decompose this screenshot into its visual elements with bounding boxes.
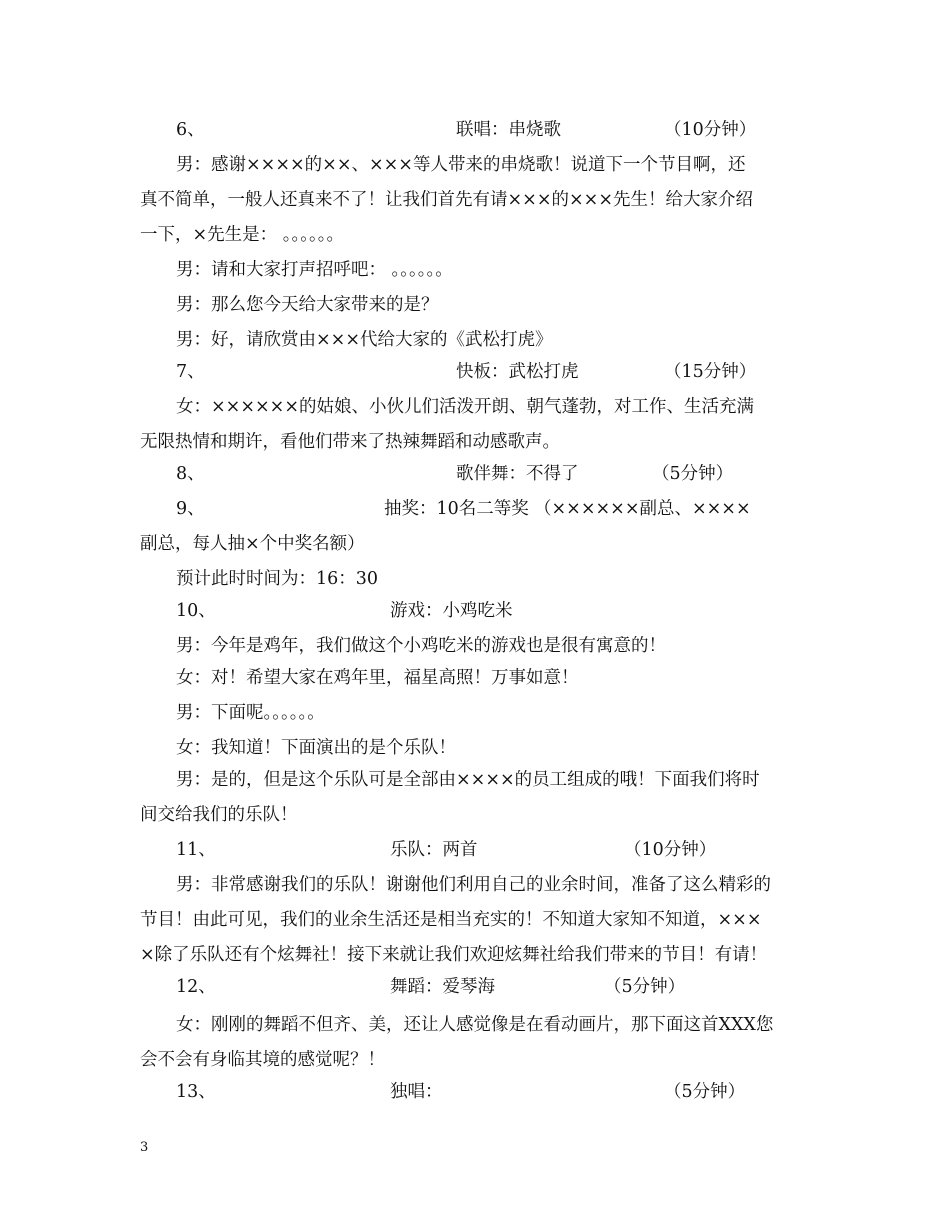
paragraph-line: 男：非常感谢我们的乐队！谢谢他们利用自己的业余时间，准备了这么精彩的 bbox=[176, 875, 771, 895]
item-label: 联唱：串烧歌 bbox=[456, 120, 561, 140]
item-duration: （10分钟） bbox=[664, 120, 757, 140]
paragraph-line: 节目！由此可见，我们的业余生活还是相当充实的！不知道大家知不知道，××× bbox=[140, 910, 762, 930]
item-number: 11、 bbox=[176, 840, 216, 860]
item-number: 6、 bbox=[176, 120, 205, 140]
item-note: （××××××副总、×××× bbox=[534, 499, 751, 519]
item-number: 7、 bbox=[176, 362, 205, 382]
paragraph-line: 真不简单，一般人还真来不了！让我们首先有请×××的×××先生！给大家介绍 bbox=[140, 190, 753, 210]
item-duration: （15分钟） bbox=[664, 362, 757, 382]
paragraph-line: 男：请和大家打声招呼吧： 。。。。。。 bbox=[176, 260, 453, 280]
paragraph-line: 男：好，请欣赏由×××代给大家的《武松打虎》 bbox=[176, 330, 553, 350]
paragraph-line: 女：××××××的姑娘、小伙儿们活泼开朗、朝气蓬勃，对工作、生活充满 bbox=[176, 397, 754, 417]
program-item-6 bbox=[176, 115, 812, 145]
paragraph-line: 男：今年是鸡年，我们做这个小鸡吃米的游戏也是很有寓意的！ bbox=[176, 636, 666, 656]
program-item-8 bbox=[176, 459, 812, 489]
item-label: 独唱： bbox=[390, 1082, 443, 1102]
program-item-12 bbox=[176, 972, 812, 1002]
paragraph-line: 女：刚刚的舞蹈不但齐、美，还让人感觉像是在看动画片，那下面这首XXX您 bbox=[176, 1015, 774, 1035]
item-number: 9、 bbox=[176, 499, 205, 519]
page-number: 3 bbox=[140, 1140, 149, 1155]
item-duration: （5分钟） bbox=[652, 464, 734, 484]
item-label: 游戏：小鸡吃米 bbox=[390, 601, 513, 621]
program-item-10 bbox=[176, 596, 812, 626]
item-label: 乐队：两首 bbox=[390, 840, 478, 860]
paragraph-line: 预计此时时间为：16：30 bbox=[176, 569, 379, 589]
paragraph-line: 男：是的，但是这个乐队可是全部由××××的员工组成的哦！下面我们将时 bbox=[176, 770, 760, 790]
item-label: 快板：武松打虎 bbox=[456, 362, 579, 382]
paragraph-line: 会不会有身临其境的感觉呢？！ bbox=[140, 1050, 385, 1070]
paragraph-line: 女：对！希望大家在鸡年里，福星高照！万事如意！ bbox=[176, 668, 579, 688]
item-number: 12、 bbox=[176, 977, 216, 997]
paragraph-line: 副总，每人抽×个中奖名额） bbox=[140, 534, 365, 554]
paragraph-line: 男：那么您今天给大家带来的是？ bbox=[176, 295, 439, 315]
program-item-7 bbox=[176, 357, 812, 387]
item-label: 抽奖：10名二等奖 bbox=[384, 499, 529, 519]
program-item-13 bbox=[176, 1077, 812, 1107]
paragraph-line: 男：下面呢。。。。。。 bbox=[176, 703, 325, 723]
item-duration: （10分钟） bbox=[624, 840, 717, 860]
item-number: 10、 bbox=[176, 601, 216, 621]
paragraph-line: 间交给我们的乐队！ bbox=[140, 805, 298, 825]
paragraph-line: ×除了乐队还有个炫舞社！接下来就让我们欢迎炫舞社给我们带来的节目！有请！ bbox=[140, 945, 768, 965]
program-item-9 bbox=[176, 494, 812, 524]
paragraph-line: 女：我知道！下面演出的是个乐队！ bbox=[176, 738, 456, 758]
item-label: 舞蹈：爱琴海 bbox=[390, 977, 495, 997]
item-number: 13、 bbox=[176, 1082, 216, 1102]
item-duration: （5分钟） bbox=[604, 977, 686, 997]
item-duration: （5分钟） bbox=[664, 1082, 746, 1102]
item-label: 歌伴舞：不得了 bbox=[456, 464, 579, 484]
paragraph-line: 男：感谢××××的××、×××等人带来的串烧歌！说道下一个节目啊，还 bbox=[176, 155, 746, 175]
paragraph-line: 无限热情和期许，看他们带来了热辣舞蹈和动感歌声。 bbox=[140, 432, 560, 452]
item-number: 8、 bbox=[176, 464, 205, 484]
paragraph-line: 一下，×先生是： 。。。。。。 bbox=[140, 225, 344, 245]
program-item-11 bbox=[176, 835, 812, 865]
